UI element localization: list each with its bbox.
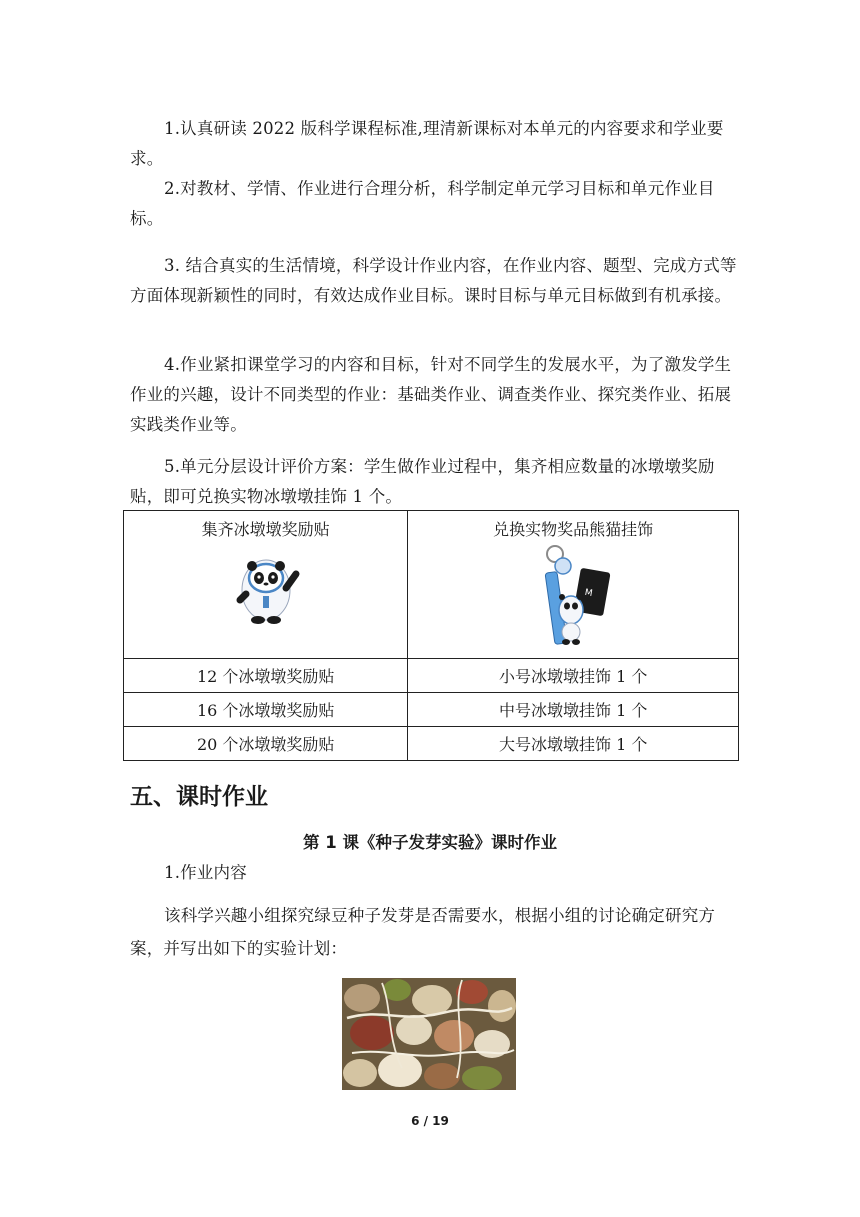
table-cell: 大号冰墩墩挂饰 1 个 bbox=[408, 727, 739, 761]
paragraph-5: 5.单元分层设计评价方案：学生做作业过程中，集齐相应数量的冰墩墩奖励贴，即可兑换实物冰墩墩挂饰 1 个。 bbox=[130, 457, 715, 506]
table-cell: 12 个冰墩墩奖励贴 bbox=[124, 659, 408, 693]
paragraph-1: 1.认真研读 2022 版科学课程标准,理清新课标对本单元的内容要求和学业要求。 bbox=[130, 119, 724, 168]
header-cell-prize bbox=[408, 511, 739, 659]
table-cell: 小号冰墩墩挂饰 1 个 bbox=[408, 659, 739, 693]
paragraph-2: 2.对教材、学情、作业进行合理分析，科学制定单元学习目标和单元作业目标。 bbox=[130, 179, 715, 228]
lesson-paragraph-2: 该科学兴趣小组探究绿豆种子发芽是否需要水，根据小组的讨论确定研究方案，并写出如下的实验计划： bbox=[130, 906, 716, 958]
lesson-paragraph-1: 1.作业内容 bbox=[164, 863, 247, 882]
header-cell-stickers bbox=[124, 511, 408, 659]
bing-dwen-dwen-sticker-image bbox=[226, 548, 306, 628]
paragraph-3: 3. 结合真实的生活情境，科学设计作业内容，在作业内容、题型、完成方式等方面体现新颖性的同时，有效达成作业目标。课时目标与单元目标做到有机承接。 bbox=[130, 256, 737, 305]
table-row bbox=[124, 659, 739, 693]
bean-sprouts-photo bbox=[342, 978, 516, 1090]
table-cell: 16 个冰墩墩奖励贴 bbox=[124, 693, 408, 727]
header-prize-label: 兑换实物奖品熊猫挂饰 bbox=[493, 520, 654, 539]
table-cell: 中号冰墩墩挂饰 1 个 bbox=[408, 693, 739, 727]
section-heading: 五、课时作业 bbox=[130, 784, 268, 810]
header-stickers-label: 集齐冰墩墩奖励贴 bbox=[201, 520, 330, 539]
reward-table bbox=[123, 510, 739, 761]
table-cell: 20 个冰墩墩奖励贴 bbox=[124, 727, 408, 761]
page-number: 6 / 19 bbox=[411, 1114, 449, 1128]
table-row bbox=[124, 727, 739, 761]
table-header-row bbox=[124, 511, 739, 659]
svg-text:M: M bbox=[584, 587, 594, 600]
table-row bbox=[124, 693, 739, 727]
panda-keychain-image bbox=[533, 544, 613, 654]
lesson-title: 第 1 课《种子发芽实验》课时作业 bbox=[303, 833, 557, 852]
paragraph-4: 4.作业紧扣课堂学习的内容和目标，针对不同学生的发展水平，为了激发学生作业的兴趣，设计不同类型的作业：基础类作业、调查类作业、探究类作业、拓展实践类作业等。 bbox=[130, 355, 732, 434]
